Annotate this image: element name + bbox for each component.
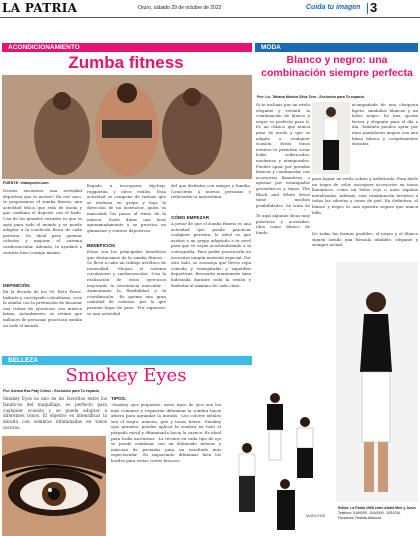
fitness-col2-text-b: Estos son los principales beneficios que destacamos de la zumba fitness: -Se lleva a cabo un trabajo aeróbico de intensidad. -Mejora el sistema circulatorio y cardiovascular. -Con la realización de estos ejercicios mejorarás la resistencia muscular. -Aumentarás la flexibilidad y la coordinación. -Es quema una gran cantidad de calorías, por lo que permite bajar de peso. -Por supuesto, es una actividad	[87, 249, 166, 316]
moda-col1-text-b: Te aquí algunas ideas muy prácticas y acertadas. Idea como blanco de fondo.	[256, 213, 310, 235]
moda-photo	[312, 102, 350, 174]
black-white-outfit-image	[312, 102, 350, 174]
moda-lower-photo	[336, 262, 418, 502]
fitness-col2-subhead: BENEFICIOS	[87, 243, 116, 248]
moda-col2-text: acompañada de una chaqueta ligera, sandalias blancas y un bolso negro. Es una opción fresca y elegante para el día a día. También puedes optar por unos pantalones negros con una blusa blanca y complementos dorados.	[352, 102, 418, 147]
fitness-col1-text-b: En la década de los 90, Beto Pérez, bailarín y coreógrafo colombiano, creó la zumba con la pretensión de fusionar una rutina de ejercicios con música latina. Actualmente, se estima que millones de personas practican zumba en todo el mundo.	[3, 289, 82, 328]
moda-category-band: MODA	[255, 43, 418, 52]
credits-block	[338, 506, 418, 521]
belleza-title: Smokey Eyes	[65, 365, 187, 386]
fitness-title: Zumba fitness	[68, 53, 184, 72]
page-number: 3	[370, 0, 378, 15]
belleza-tips	[111, 396, 221, 536]
belleza-category-band: BELLEZA	[2, 356, 252, 365]
zumba-photo	[2, 75, 252, 179]
moda-collage-caption: MARLENE	[306, 513, 326, 518]
moda-col1-text: Si te inclinas por un estilo elegante y versátil, la combinación de blanco y negro es perfecta para ti. Es un clásico que nunca pasa de moda y que se adapta a cualquier ocasión. Estos tonos neutros te permiten crear looks sofisticados, modernos y atemporales. Puedes optar por prendas básicas y combinarlas con accesorios llamativos, o apostar por estampados geométricos y rayas. The Black and White dress tiene muchas posibilidades. Se trata de	[256, 102, 310, 208]
belleza-intro: Smokey Eyes es uno de los favoritos entre los fanáticos del maquillaje, es perfecto para cualquier ocasión y se puede adaptar a diferentes tonos. El objetivo es intensificar la mirada con sombras difuminadas en tonos oscuros.	[3, 396, 107, 430]
credits-line-3: Facebook: Revista Atlanora	[338, 516, 381, 520]
moda-col3-text-b: De todas las formas posibles, el negro y el blanco siguen siendo una fórmula infalible, elegante y siempre actual.	[312, 231, 418, 248]
credits-line-2: Teléfono: 5160000 - 5160000 - 5251026	[338, 511, 401, 515]
section-label: Cuida tu imagen	[306, 4, 361, 11]
moda-col3	[312, 176, 418, 260]
fitness-col3-text: del que disfrutar con amigos y familia. Conocerás a nuevas personas y reforzarás tu autoestima.	[171, 183, 251, 200]
belleza-tips-text: -Smokey ojos pequeños: estos tipos de ojos son los más comunes y requieren difuminar la sombra hacia afuera para agrandar la mirada. -Los colores ideales son el negro, marrón, gris y tonos tierra. -Smokey ojos grandes: puedes aplicar la sombra en todo el párpado móvil y difuminarla hacia la cuenca. Es ideal para looks nocturnos. -La técnica en cada tipo de ojo se puede combinar con un delineado intenso y máscara de pestañas para un resultado más espectacular. -Es importante difuminar bien los bordes para evitar cortes bruscos.	[111, 402, 221, 463]
zumba-dancers-image	[2, 75, 252, 179]
fitness-col2	[87, 183, 166, 356]
moda-title: Blanco y negro: una combinación siempre perfecta	[261, 54, 413, 79]
fitness-category-band: ACONDICIONAMIENTO	[2, 43, 252, 52]
fitness-col3	[171, 183, 251, 356]
moda-col3-text: para lograr un estilo sobrio y sofisticado. Para darle un toque de color, incorpora accesorios en tonos llamativos, como un bolso rojo o unos zapatos metalizados. Además, esta combinación favorece a todas las siluetas y tonos de piel. En definitiva, el blanco y negro es una apuesta segura que nunca falla.	[312, 176, 418, 215]
credits-line-1: Editor: La Patria 1968 entre Atarfa Mier y Junín	[338, 506, 416, 510]
fitness-col3-text-b: A pesar de que el zumba fitness es una actividad que puede practicar cualquier persona, lo ideal es que asistas a un grupo adaptado a tu nivel para que te vayas acostumbrando a la coreografía. Para poder practicarla no necesitas ningún material especial. Por otro lado, se aconseja que lleves ropa cómoda y transpirable y zapatillas deportivas. Recuerda mantenerte bien hidratada durante toda la sesión y disfrutar al máximo de cada clase.	[171, 221, 251, 288]
fitness-col1-subhead: DEFINICIÓN	[3, 283, 30, 288]
moda-byline: Por: Lic. Tatiana Mónica Silva Toro - Exclusivo para Tu espacio	[257, 95, 365, 99]
dateline: Oruro, sábado 29 de octubre de 2022	[138, 5, 222, 11]
moda-col2	[352, 102, 418, 172]
moda-col1	[256, 102, 310, 242]
smokey-eye-image	[2, 436, 106, 536]
woman-outfit-image	[336, 262, 418, 502]
smokey-eye-photo	[2, 436, 106, 536]
fitness-col1-text: Deseas encontrar una actividad deportiva que te motive? En ese caso, te proponemos el zumba fitness, una actividad física que está de moda y que combina el deporte con el baile. Una de las grandes virtudes es que es apta para todo el mundo y se puede adaptar a la condición física de cada persona. Es ideal para quemar calorías y mejorar el sistema cardiovascular. Además, te ayudará a sentirte bien contigo misma.	[3, 188, 82, 255]
belleza-byline: Por: Atenea Eva Paty Chirez - Exclusivo para Tu espacio	[3, 389, 100, 393]
header-divider	[367, 3, 368, 14]
masthead: LA PATRIA	[2, 1, 78, 15]
header-rule	[0, 17, 420, 18]
belleza-tips-subhead: TIPOS.	[111, 396, 127, 401]
fitness-photo-credit: FUENTE: vitalsports.com	[3, 181, 49, 185]
masthead-bar	[0, 0, 420, 17]
fitness-col3-subhead: CÓMO EMPEZAR	[171, 215, 210, 220]
fitness-col1	[3, 188, 82, 356]
fitness-col2-text: llegado a incorporar hip-hop, reggaetón y otros estilos. Esta actividad se compone de rutinas que se realizan en grupo y bajo la dirección de un instructor, quien va marcando los pasos al ritmo de la música. Suele durar una hora aproximadamente y se practica en gimnasios y centros deportivos.	[87, 183, 166, 233]
